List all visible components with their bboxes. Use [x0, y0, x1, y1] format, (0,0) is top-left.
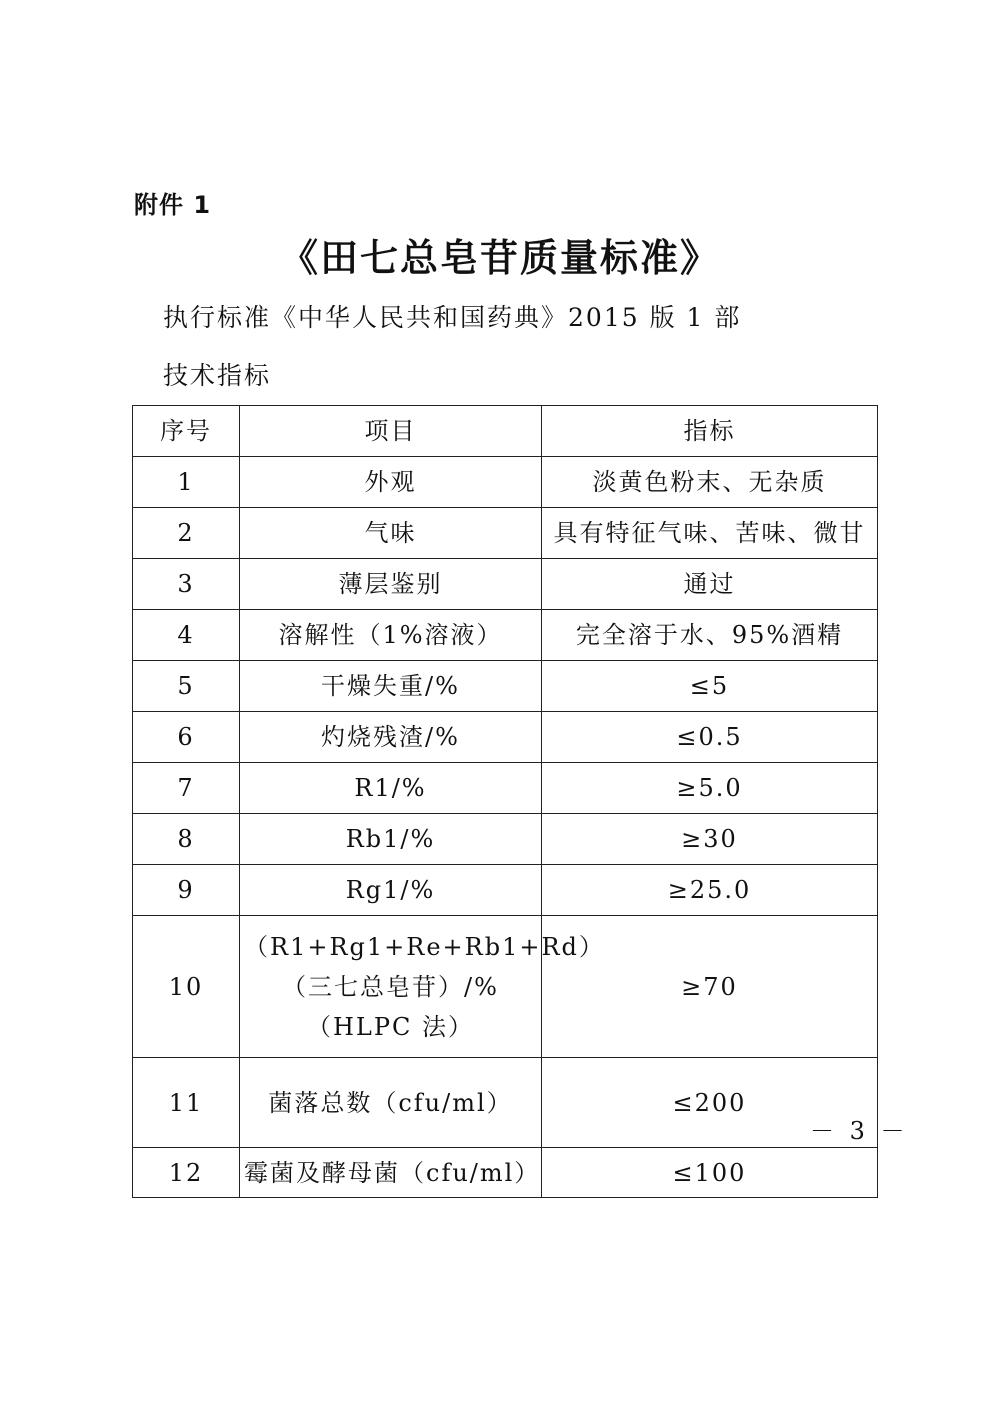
row-no: 7 — [133, 763, 240, 814]
table-row — [133, 610, 878, 661]
row-spec: ≤100 — [542, 1148, 878, 1198]
row-item: （R1+Rg1+Re+Rb1+Rd）（三七总皂苷）/%（HLPC 法） — [240, 916, 542, 1058]
row-spec: ≤0.5 — [542, 712, 878, 763]
table-row — [133, 814, 878, 865]
row-no: 5 — [133, 661, 240, 712]
document-title: 《田七总皂苷质量标准》 — [279, 235, 720, 280]
row-spec: 具有特征气味、苦味、微甘 — [542, 508, 878, 559]
row-item: 干燥失重/% — [240, 661, 542, 712]
table-row — [133, 763, 878, 814]
table-header-row — [133, 406, 878, 457]
row-spec: ≤200 — [542, 1058, 878, 1148]
row-item: Rb1/% — [240, 814, 542, 865]
row-spec: 淡黄色粉末、无杂质 — [542, 457, 878, 508]
row-spec: 完全溶于水、95%酒精 — [542, 610, 878, 661]
row-no: 3 — [133, 559, 240, 610]
table-row — [133, 1148, 878, 1198]
row-spec: ≥30 — [542, 814, 878, 865]
table-row — [133, 712, 878, 763]
header-no: 序号 — [133, 406, 240, 457]
table-row — [133, 1058, 878, 1148]
page-number: － 3 － — [810, 1117, 909, 1145]
header-item: 项目 — [240, 406, 542, 457]
row-no: 4 — [133, 610, 240, 661]
row-no: 9 — [133, 865, 240, 916]
header-spec: 指标 — [542, 406, 878, 457]
row-item: 薄层鉴别 — [240, 559, 542, 610]
row-item: 菌落总数（cfu/ml） — [240, 1058, 542, 1148]
row-spec: ≤5 — [542, 661, 878, 712]
row-item: 外观 — [240, 457, 542, 508]
row-item: Rg1/% — [240, 865, 542, 916]
spec-table — [132, 405, 909, 1198]
row-spec: ≥25.0 — [542, 865, 878, 916]
row-no: 10 — [133, 916, 240, 1058]
table-row — [133, 916, 878, 1058]
row-no: 1 — [133, 457, 240, 508]
row-item: R1/% — [240, 763, 542, 814]
row-item: 霉菌及酵母菌（cfu/ml） — [240, 1148, 542, 1198]
table-row — [133, 661, 878, 712]
row-spec: ≥5.0 — [542, 763, 878, 814]
table-row — [133, 865, 878, 916]
attachment-label: 附件 1 — [134, 191, 212, 219]
table-row — [133, 457, 878, 508]
section-title: 技术指标 — [163, 361, 272, 390]
row-no: 6 — [133, 712, 240, 763]
row-no: 11 — [133, 1058, 240, 1148]
row-spec: 通过 — [542, 559, 878, 610]
table-row — [133, 508, 878, 559]
row-item: 灼烧残渣/% — [240, 712, 542, 763]
row-no: 12 — [133, 1148, 240, 1198]
row-no: 8 — [133, 814, 240, 865]
row-item: 溶解性（1%溶液） — [240, 610, 542, 661]
row-no: 2 — [133, 508, 240, 559]
standard-reference: 执行标准《中华人民共和国药典》2015 版 1 部 — [163, 303, 742, 332]
row-item: 气味 — [240, 508, 542, 559]
table-row — [133, 559, 878, 610]
row-spec: ≥70 — [542, 916, 878, 1058]
